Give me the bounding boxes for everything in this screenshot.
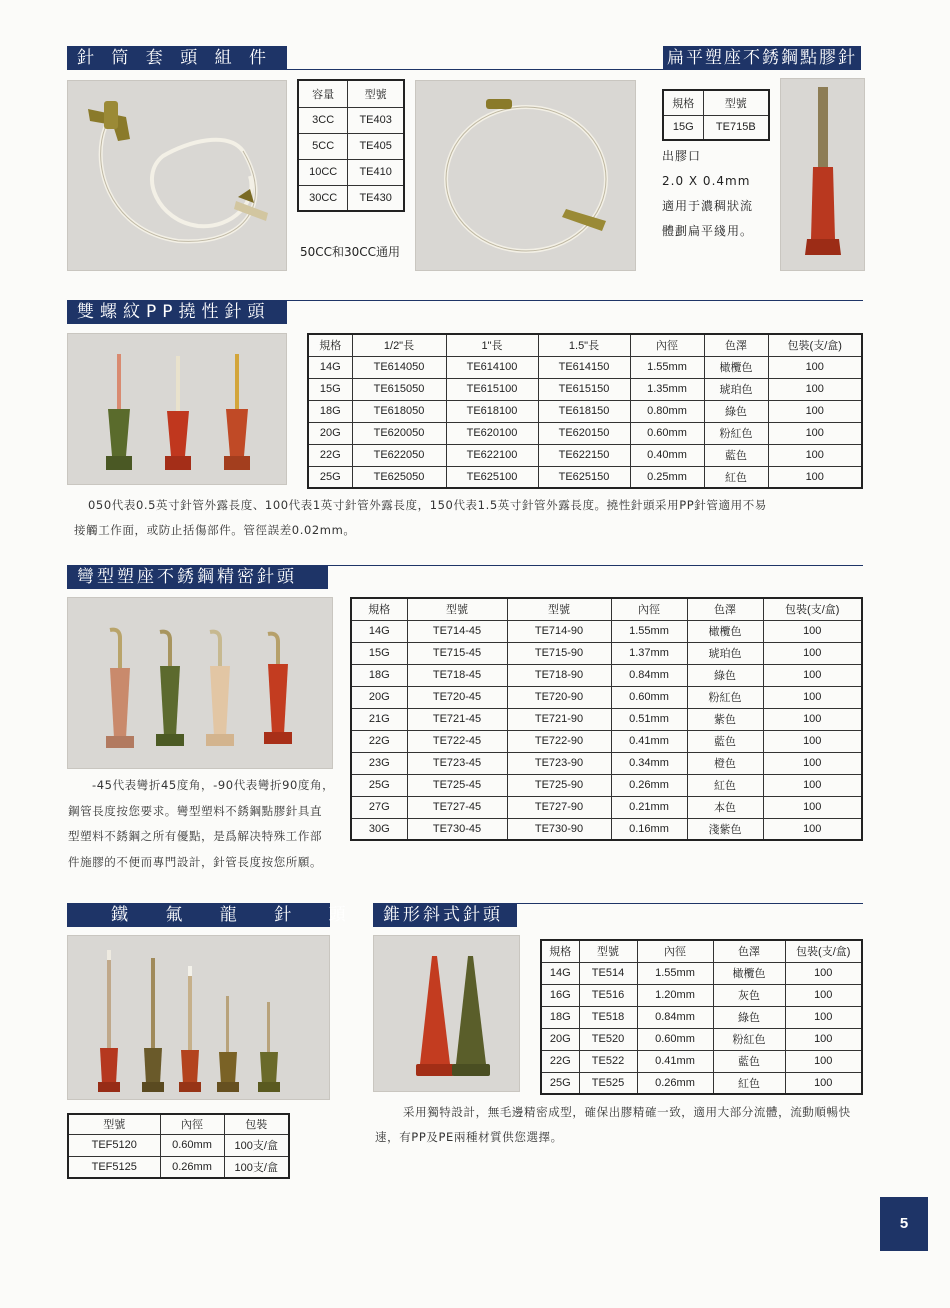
table-cell: 15G xyxy=(351,642,407,664)
table-cell: 100 xyxy=(785,984,862,1006)
table-cell: TE721-45 xyxy=(407,708,507,730)
table-cell: TE520 xyxy=(579,1028,637,1050)
table-cell: 100 xyxy=(785,962,862,984)
table-cell: 27G xyxy=(351,796,407,818)
header-capacity: 容量 xyxy=(298,80,348,107)
table-cell: TE718-45 xyxy=(407,664,507,686)
table-cell: TE622050 xyxy=(352,444,446,466)
table-cell: 22G xyxy=(308,444,352,466)
table-cell: 紅色 xyxy=(687,774,763,796)
header-package: 包裝 xyxy=(224,1114,289,1134)
table-cell: TE618050 xyxy=(352,400,446,422)
table-cell: 100 xyxy=(763,664,862,686)
table-cell: TE620100 xyxy=(446,422,538,444)
table-row xyxy=(351,818,862,840)
header-color: 色澤 xyxy=(704,334,768,356)
table-cell: 15G xyxy=(663,115,703,140)
table-cell: 0.26mm xyxy=(160,1156,224,1178)
page-number: 5 xyxy=(880,1197,928,1251)
table-cell: 粉紅色 xyxy=(704,422,768,444)
table-cell: 18G xyxy=(351,664,407,686)
header-color: 色澤 xyxy=(687,598,763,620)
table-cell: 綠色 xyxy=(687,664,763,686)
table-cell: 15G xyxy=(308,378,352,400)
pp-needles-photo xyxy=(67,333,287,485)
table-cell: 0.41mm xyxy=(637,1050,713,1072)
table-cell: 23G xyxy=(351,752,407,774)
header-half-inch: 1/2"長 xyxy=(352,334,446,356)
table-cell: TE715B xyxy=(703,115,769,140)
table-cell: 100 xyxy=(763,642,862,664)
table-cell: 14G xyxy=(308,356,352,378)
table-cell: 粉紅色 xyxy=(687,686,763,708)
section-title-syringe-cap: 針 筒 套 頭 組 件 xyxy=(67,46,287,70)
table-row xyxy=(351,664,862,686)
table-row xyxy=(351,774,862,796)
section-title-teflon: 鐵 氟 龍 針 頭 xyxy=(67,903,330,927)
table-cell: TEF5125 xyxy=(68,1156,160,1178)
table-cell: TE718-90 xyxy=(507,664,611,686)
bent-needles-photo xyxy=(67,597,333,769)
table-cell: 30G xyxy=(351,818,407,840)
header-model-45: 型號 xyxy=(407,598,507,620)
table-cell: 橄欖色 xyxy=(687,620,763,642)
header-spec: 規格 xyxy=(308,334,352,356)
table-cell: 紅色 xyxy=(713,1072,785,1094)
table-cell: 藍色 xyxy=(713,1050,785,1072)
table-cell: 16G xyxy=(541,984,579,1006)
table-row xyxy=(351,620,862,642)
table-cell: 20G xyxy=(308,422,352,444)
table-cell: 綠色 xyxy=(713,1006,785,1028)
table-cell: 25G xyxy=(541,1072,579,1094)
table-cell: 20G xyxy=(351,686,407,708)
table-cell: 藍色 xyxy=(687,730,763,752)
table-cell: 21G xyxy=(351,708,407,730)
section-divider xyxy=(287,300,863,301)
syringe-cap-table xyxy=(297,79,405,212)
teflon-needles-photo xyxy=(67,935,330,1100)
table-cell: TE730-45 xyxy=(407,818,507,840)
table-cell: 0.51mm xyxy=(611,708,687,730)
table-cell: TE725-45 xyxy=(407,774,507,796)
table-cell: TE518 xyxy=(579,1006,637,1028)
table-cell: TE727-45 xyxy=(407,796,507,818)
table-cell: 粉紅色 xyxy=(713,1028,785,1050)
table-cell: 25G xyxy=(308,466,352,488)
syringe-adapter-photo xyxy=(67,80,287,271)
note-line: 型塑料不銹鋼之所有優點，是爲解决特殊工作部 xyxy=(68,829,323,843)
table-cell: 0.26mm xyxy=(637,1072,713,1094)
table-cell: 100 xyxy=(763,796,862,818)
section-title-flat-needle: 扁平塑座不銹鋼點膠針 xyxy=(663,46,861,70)
table-cell: 1.55mm xyxy=(630,356,704,378)
table-cell: TE720-45 xyxy=(407,686,507,708)
table-cell: 1.55mm xyxy=(637,962,713,984)
header-one-half-inch: 1.5"長 xyxy=(538,334,630,356)
table-cell: 100 xyxy=(768,466,862,488)
desc-line: 出膠口 xyxy=(662,149,702,163)
table-cell: TE522 xyxy=(579,1050,637,1072)
table-row xyxy=(351,708,862,730)
table-row xyxy=(308,444,862,466)
table-cell: TE722-90 xyxy=(507,730,611,752)
flat-needle-desc xyxy=(662,144,753,244)
desc-line: 2.0 X 0.4mm xyxy=(662,174,751,188)
table-cell: TE722-45 xyxy=(407,730,507,752)
table-cell: 橙色 xyxy=(687,752,763,774)
flat-needle-photo xyxy=(780,78,865,271)
table-cell: 1.37mm xyxy=(611,642,687,664)
table-cell: 0.80mm xyxy=(630,400,704,422)
note-line: -45代表彎折45度角，-90代表彎折90度角， xyxy=(92,778,335,792)
table-cell: TE622150 xyxy=(538,444,630,466)
table-cell: TEF5120 xyxy=(68,1134,160,1156)
teflon-table xyxy=(67,1113,290,1179)
table-cell: 18G xyxy=(308,400,352,422)
table-row xyxy=(541,984,862,1006)
section-divider xyxy=(328,565,863,566)
table-cell: TE405 xyxy=(348,133,404,159)
header-inner-diameter: 內徑 xyxy=(630,334,704,356)
table-cell: 22G xyxy=(541,1050,579,1072)
table-cell: TE618100 xyxy=(446,400,538,422)
table-row xyxy=(308,356,862,378)
table-cell: 1.20mm xyxy=(637,984,713,1006)
header-spec: 規格 xyxy=(663,90,703,115)
table-cell: 0.84mm xyxy=(611,664,687,686)
table-cell: TE403 xyxy=(348,107,404,133)
table-cell: TE614150 xyxy=(538,356,630,378)
table-cell: TE715-45 xyxy=(407,642,507,664)
table-cell: 紅色 xyxy=(704,466,768,488)
table-cell: 0.41mm xyxy=(611,730,687,752)
table-cell: 0.25mm xyxy=(630,466,704,488)
table-cell: TE721-90 xyxy=(507,708,611,730)
table-cell: TE410 xyxy=(348,159,404,185)
table-cell: 100 xyxy=(763,686,862,708)
table-cell: 0.60mm xyxy=(630,422,704,444)
header-model: 型號 xyxy=(703,90,769,115)
syringe-tube-photo xyxy=(415,80,636,271)
table-cell: 橄欖色 xyxy=(704,356,768,378)
header-model: 型號 xyxy=(579,940,637,962)
table-row xyxy=(68,1156,289,1178)
table-cell: TE714-90 xyxy=(507,620,611,642)
table-cell: TE714-45 xyxy=(407,620,507,642)
table-cell: 10CC xyxy=(298,159,348,185)
table-cell: TE525 xyxy=(579,1072,637,1094)
note-line: 鋼管長度按您要求。彎型塑料不銹鋼點膠針具直 xyxy=(68,803,323,818)
table-cell: 100 xyxy=(763,774,862,796)
table-cell: 14G xyxy=(351,620,407,642)
table-cell: TE620150 xyxy=(538,422,630,444)
header-inner-diameter: 內徑 xyxy=(611,598,687,620)
table-cell: 100 xyxy=(768,400,862,422)
table-cell: 22G xyxy=(351,730,407,752)
table-cell: 灰色 xyxy=(713,984,785,1006)
table-row xyxy=(541,962,862,984)
desc-line: 適用于濃稠狀流 xyxy=(662,199,754,213)
table-cell: 紫色 xyxy=(687,708,763,730)
table-cell: 0.26mm xyxy=(611,774,687,796)
header-package: 包裝(支/盒) xyxy=(768,334,862,356)
table-cell: 1.55mm xyxy=(611,620,687,642)
table-cell: TE615100 xyxy=(446,378,538,400)
note-line: 接觸工作面，或防止括傷部件。管徑誤差0.02mm。 xyxy=(74,523,356,537)
table-cell: 綠色 xyxy=(704,400,768,422)
pp-flexible-note xyxy=(74,493,874,543)
table-cell: TE430 xyxy=(348,185,404,211)
section-divider xyxy=(517,903,863,904)
table-cell: 琥珀色 xyxy=(687,642,763,664)
table-cell: 100支/盒 xyxy=(224,1134,289,1156)
table-cell: 0.60mm xyxy=(637,1028,713,1050)
table-row xyxy=(351,796,862,818)
table-cell: 100 xyxy=(763,730,862,752)
table-cell: 100 xyxy=(763,752,862,774)
table-cell: TE723-45 xyxy=(407,752,507,774)
table-cell: 0.34mm xyxy=(611,752,687,774)
header-inner-diameter: 內徑 xyxy=(637,940,713,962)
header-color: 色澤 xyxy=(713,940,785,962)
table-cell: TE715-90 xyxy=(507,642,611,664)
header-inner-diameter: 內徑 xyxy=(160,1114,224,1134)
table-cell: 18G xyxy=(541,1006,579,1028)
table-row xyxy=(351,730,862,752)
table-cell: 14G xyxy=(541,962,579,984)
table-cell: TE625150 xyxy=(538,466,630,488)
table-cell: TE625050 xyxy=(352,466,446,488)
table-cell: 0.84mm xyxy=(637,1006,713,1028)
table-cell: TE727-90 xyxy=(507,796,611,818)
section-title-bent-needle: 彎型塑座不銹鋼精密針頭 xyxy=(67,565,328,589)
table-cell: 橄欖色 xyxy=(713,962,785,984)
table-cell: 100 xyxy=(785,1006,862,1028)
section-title-taper: 錐形斜式針頭 xyxy=(373,903,517,927)
table-cell: TE720-90 xyxy=(507,686,611,708)
table-cell: 藍色 xyxy=(704,444,768,466)
header-model: 型號 xyxy=(348,80,404,107)
section-title-pp-flexible: 雙螺紋PP撓性針頭 xyxy=(67,300,287,324)
taper-table xyxy=(540,939,863,1095)
note-line: 速，有PP及PE兩種材質供您選擇。 xyxy=(375,1130,563,1144)
pp-flexible-table xyxy=(307,333,863,489)
table-row xyxy=(351,752,862,774)
bent-needle-table xyxy=(350,597,863,841)
note-line: 件施膠的不便而專門設計，針管長度按您所願。 xyxy=(68,854,323,869)
table-row xyxy=(351,642,862,664)
table-cell: 100 xyxy=(785,1028,862,1050)
bent-needle-note xyxy=(68,773,348,875)
header-model-90: 型號 xyxy=(507,598,611,620)
table-cell: 100 xyxy=(763,708,862,730)
table-row xyxy=(541,1028,862,1050)
table-cell: TE614100 xyxy=(446,356,538,378)
table-cell: 1.35mm xyxy=(630,378,704,400)
taper-needles-photo xyxy=(373,935,520,1092)
table-row xyxy=(541,1006,862,1028)
table-cell: TE625100 xyxy=(446,466,538,488)
section-divider xyxy=(287,69,663,70)
table-cell: 100 xyxy=(785,1050,862,1072)
table-cell: 30CC xyxy=(298,185,348,211)
table-row xyxy=(541,1072,862,1094)
flat-needle-table xyxy=(662,89,770,141)
table-cell: 本色 xyxy=(687,796,763,818)
table-cell: TE615150 xyxy=(538,378,630,400)
table-cell: TE614050 xyxy=(352,356,446,378)
table-row xyxy=(308,400,862,422)
table-cell: 琥珀色 xyxy=(704,378,768,400)
table-cell: TE723-90 xyxy=(507,752,611,774)
table-cell: TE622100 xyxy=(446,444,538,466)
syringe-cap-note: 50CC和30CC通用 xyxy=(300,245,401,259)
table-cell: 100支/盒 xyxy=(224,1156,289,1178)
table-cell: 0.21mm xyxy=(611,796,687,818)
table-cell: TE514 xyxy=(579,962,637,984)
table-cell: 100 xyxy=(768,378,862,400)
table-cell: 0.16mm xyxy=(611,818,687,840)
taper-note xyxy=(375,1100,865,1150)
table-cell: TE618150 xyxy=(538,400,630,422)
header-spec: 規格 xyxy=(351,598,407,620)
table-cell: TE516 xyxy=(579,984,637,1006)
desc-line: 體劃扁平綫用。 xyxy=(662,224,754,238)
table-cell: TE620050 xyxy=(352,422,446,444)
table-cell: 0.40mm xyxy=(630,444,704,466)
table-cell: 100 xyxy=(768,422,862,444)
note-line: 050代表0.5英寸針管外露長度、100代表1英寸針管外露長度，150代表1.5英寸針管外露長度。撓性針頭采用PP針管適用不易 xyxy=(88,498,767,512)
table-cell: 5CC xyxy=(298,133,348,159)
table-row xyxy=(351,686,862,708)
table-cell: TE725-90 xyxy=(507,774,611,796)
table-row xyxy=(308,378,862,400)
table-cell: 3CC xyxy=(298,107,348,133)
table-cell: 0.60mm xyxy=(160,1134,224,1156)
header-one-inch: 1"長 xyxy=(446,334,538,356)
table-row xyxy=(308,466,862,488)
table-row xyxy=(308,422,862,444)
table-cell: 100 xyxy=(768,444,862,466)
table-cell: 25G xyxy=(351,774,407,796)
table-row xyxy=(541,1050,862,1072)
header-model: 型號 xyxy=(68,1114,160,1134)
table-cell: 0.60mm xyxy=(611,686,687,708)
header-package: 包裝(支/盒) xyxy=(763,598,862,620)
header-spec: 規格 xyxy=(541,940,579,962)
table-cell: 100 xyxy=(763,620,862,642)
table-cell: TE615050 xyxy=(352,378,446,400)
header-package: 包裝(支/盒) xyxy=(785,940,862,962)
table-cell: 20G xyxy=(541,1028,579,1050)
table-cell: 淺紫色 xyxy=(687,818,763,840)
table-cell: 100 xyxy=(785,1072,862,1094)
note-line: 采用獨特設計，無毛邊精密成型，確保出膠精確一致，適用大部分流體，流動順暢快 xyxy=(403,1105,851,1119)
table-cell: 100 xyxy=(763,818,862,840)
table-cell: 100 xyxy=(768,356,862,378)
table-cell: TE730-90 xyxy=(507,818,611,840)
table-row xyxy=(68,1134,289,1156)
